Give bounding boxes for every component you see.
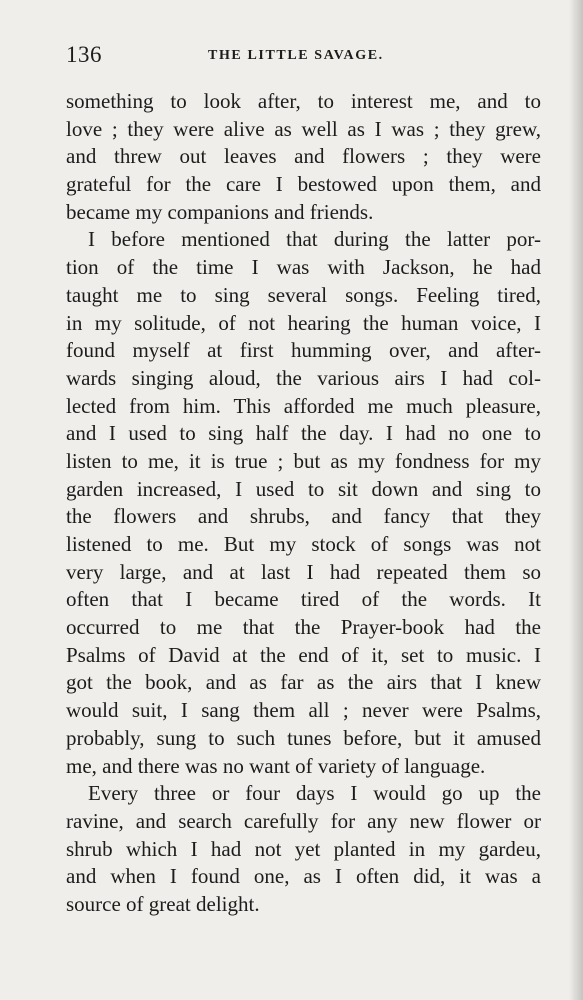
text-line: source of great delight. (66, 891, 260, 916)
paragraph (66, 226, 541, 780)
text-line: lected from him. This afforded me much pleasure, (66, 393, 541, 418)
text-line: Every three or four days I would go up the (88, 781, 541, 806)
text-line: tion of the time I was with Jackson, he had (66, 255, 541, 280)
text-line: listened to me. But my stock of songs was not (66, 532, 541, 556)
text-line: in my solitude, of not hearing the human voice, I (66, 310, 541, 335)
text-line: garden increased, I used to sit down and sing to (66, 476, 541, 501)
text-line: found myself at first humming over, and after- (66, 338, 541, 363)
page-number: 136 (66, 42, 102, 67)
text-line: and I used to sing half the day. I had no one to (66, 421, 541, 446)
text-line: often that I became tired of the words. It (66, 587, 541, 612)
text-line: taught me to sing several songs. Feeling tired, (66, 282, 541, 307)
page-edge-shadow (569, 0, 583, 1000)
text-line: got the book, and as far as the airs that I knew (66, 670, 541, 695)
text-line: became my companions and friends. (66, 199, 374, 224)
paragraph (66, 88, 541, 226)
body-text (66, 88, 541, 919)
text-line: and threw out leaves and flowers ; they were (66, 144, 541, 169)
text-line: very large, and at last I had repeated them so (66, 559, 541, 584)
text-line: ravine, and search carefully for any new flower or (66, 808, 541, 833)
text-line: love ; they were alive as well as I was ; they grew, (66, 116, 541, 141)
text-line: wards singing aloud, the various airs I had col- (66, 365, 541, 390)
text-line: the flowers and shrubs, and fancy that they (66, 504, 541, 529)
text-line: probably, sung to such tunes before, but it amused (66, 725, 541, 750)
page-header (66, 42, 536, 72)
paragraph (66, 780, 541, 918)
text-line: occurred to me that the Prayer-book had the (66, 615, 541, 640)
text-line: shrub which I had not yet planted in my gardeu, (66, 836, 541, 861)
text-line: Psalms of David at the end of it, set to music. I (66, 642, 541, 667)
running-title: THE LITTLE SAVAGE. (208, 48, 384, 63)
text-line: listen to me, it is true ; but as my fondness for my (66, 448, 541, 473)
text-line: I before mentioned that during the latter por- (88, 227, 541, 252)
text-line: me, and there was no want of variety of language. (66, 753, 486, 778)
text-line: would suit, I sang them all ; never were Psalms, (66, 698, 541, 723)
text-line: and when I found one, as I often did, it was a (66, 864, 541, 889)
text-line: grateful for the care I bestowed upon them, and (66, 172, 541, 197)
text-line: something to look after, to interest me, and to (66, 89, 541, 113)
